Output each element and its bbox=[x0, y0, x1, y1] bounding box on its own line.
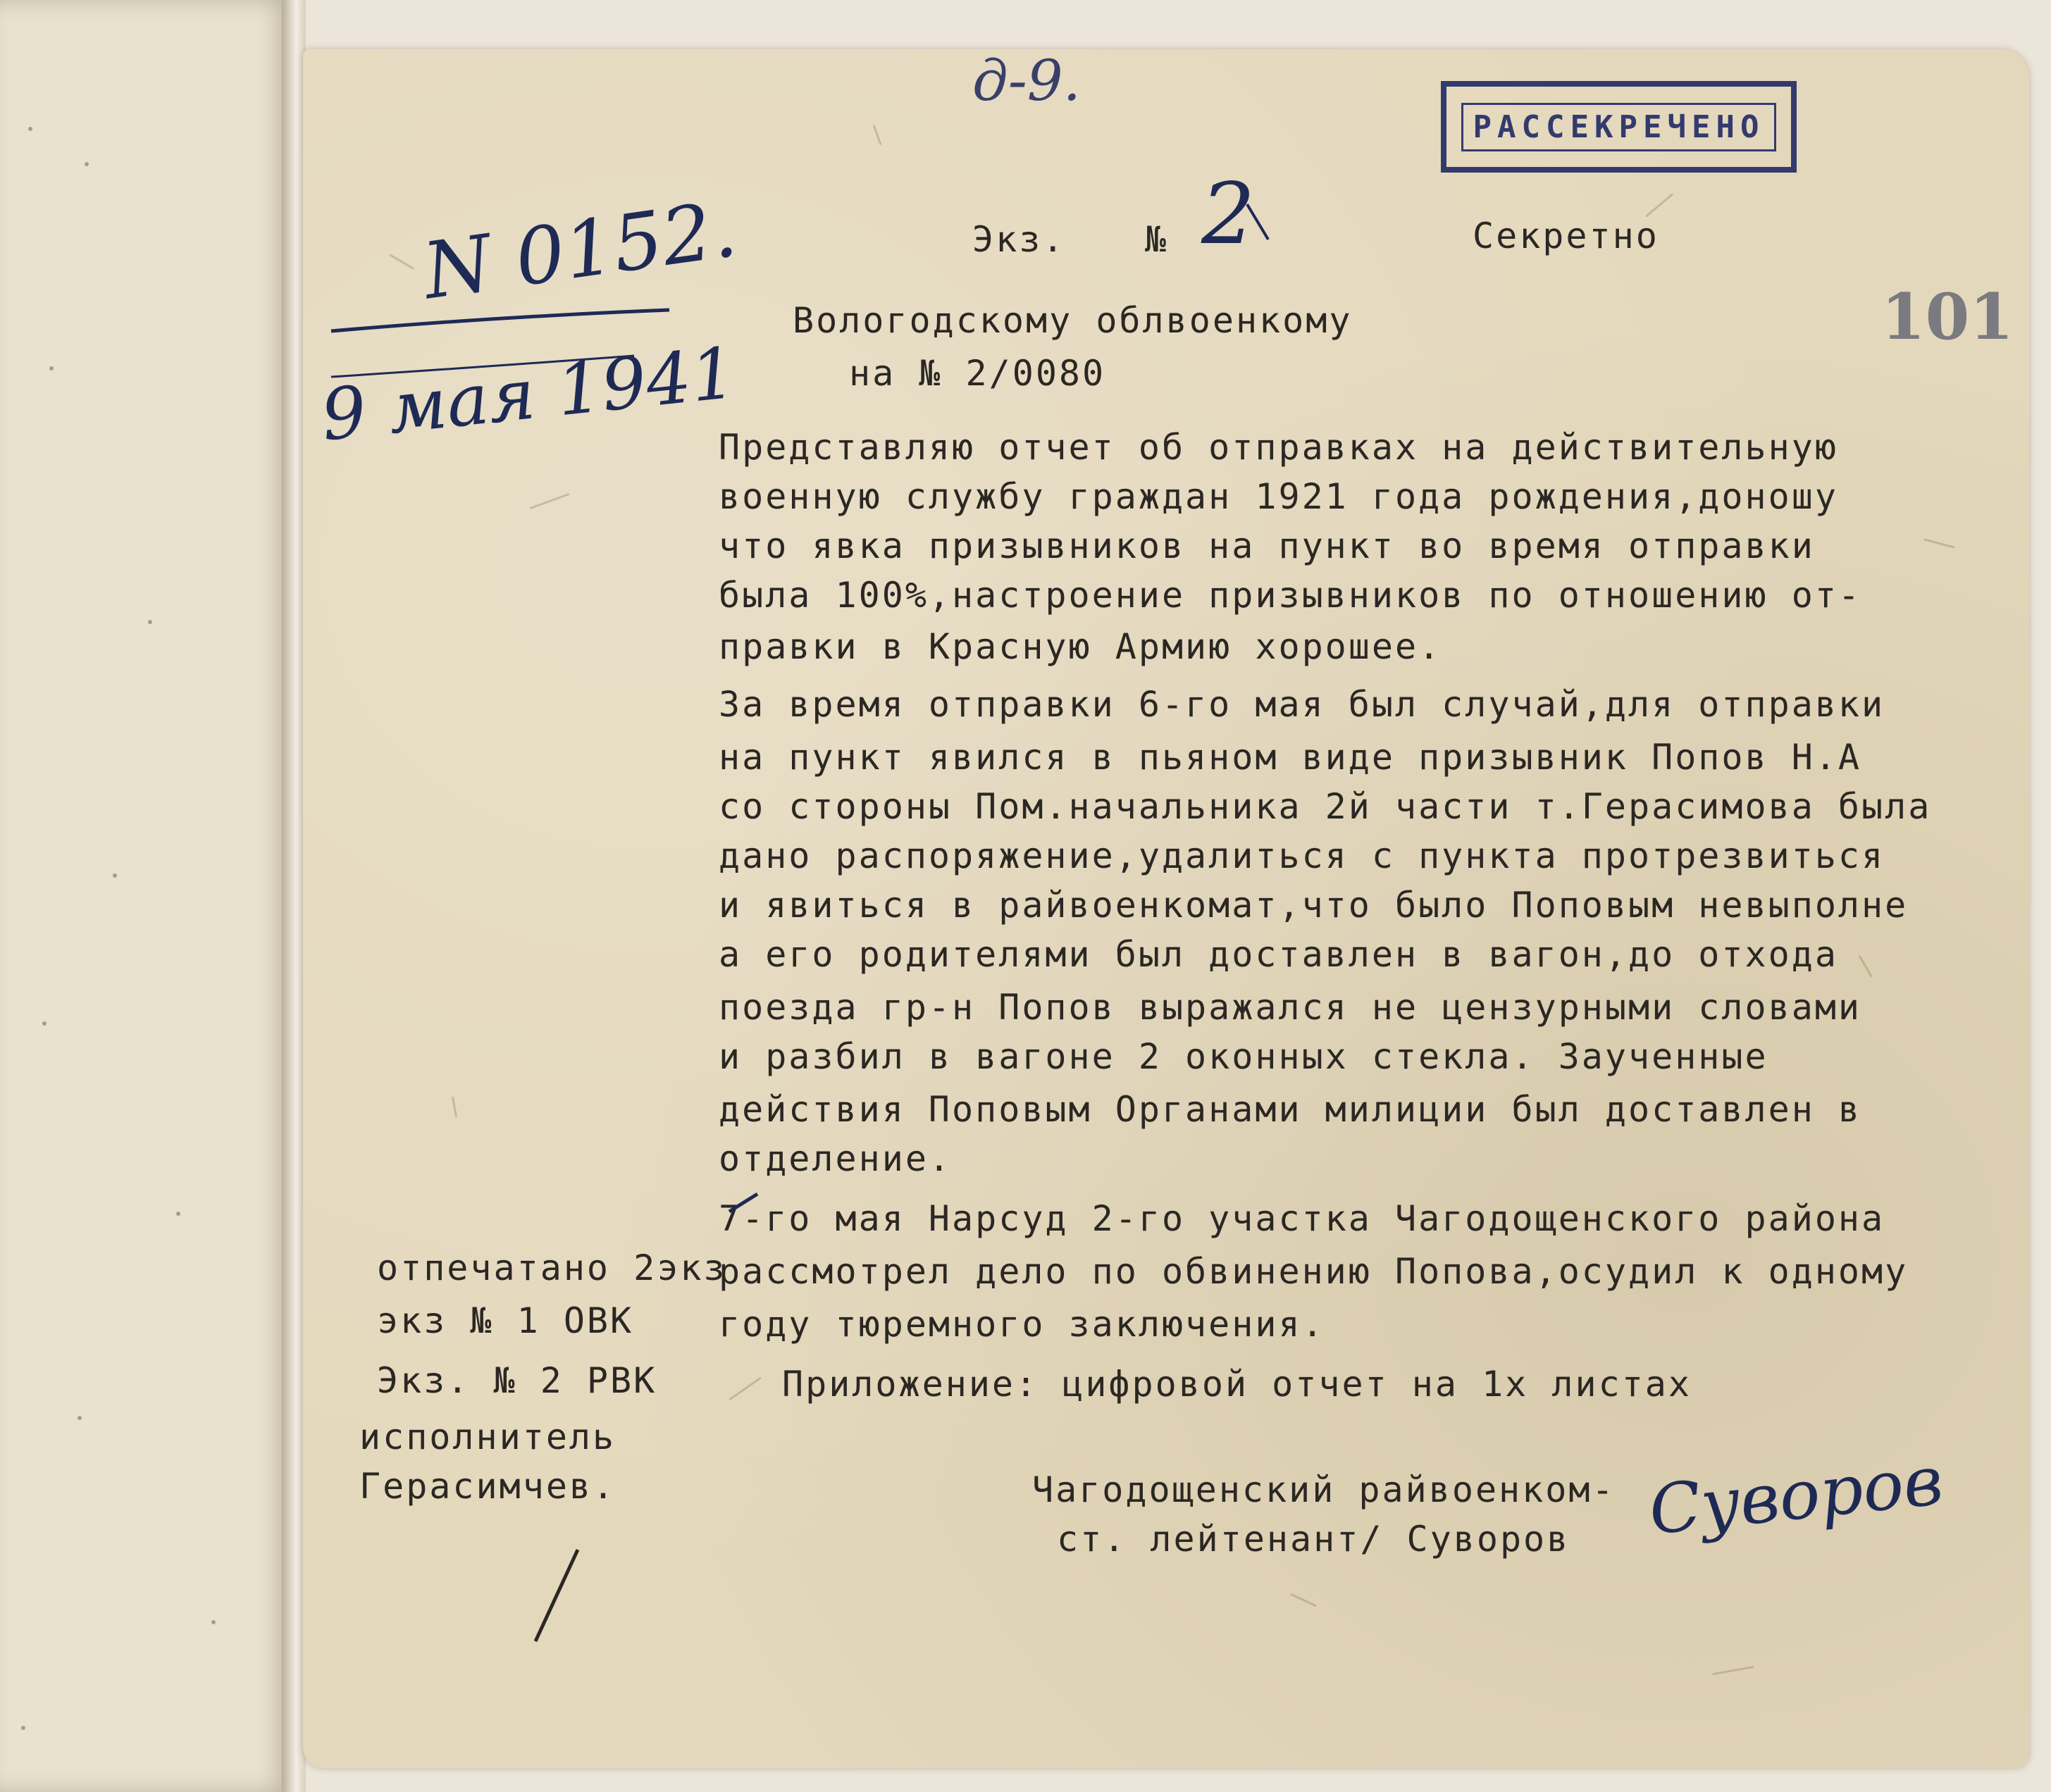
distribution-line: отпечатано 2экз bbox=[377, 1247, 727, 1288]
body-line: военную службу граждан 1921 года рождения,доношу bbox=[719, 476, 1838, 517]
stamp-text: РАССЕКРЕЧЕНО bbox=[1461, 103, 1777, 151]
margin-stroke bbox=[535, 1550, 578, 1641]
archive-page-number: 101 bbox=[1881, 280, 2014, 354]
body-line: 7-го мая Нарсуд 2-го участка Чагодощенского района bbox=[719, 1198, 1885, 1239]
body-line: что явка призывников на пункт во время отправки bbox=[719, 525, 1815, 566]
distribution-line: Экз. № 2 РВК bbox=[377, 1360, 657, 1401]
copy-number-stroke bbox=[1247, 204, 1268, 239]
body-line: а его родителями был доставлен в вагон,до отхода bbox=[719, 934, 1838, 975]
body-line: действия Поповым Органами милиции был доставлен в bbox=[719, 1089, 1862, 1130]
distribution-line: Герасимчев. bbox=[359, 1466, 616, 1507]
body-line: рассмотрел дело по обвинению Попова,осудил к одному bbox=[719, 1251, 1909, 1292]
body-line: отделение. bbox=[719, 1138, 953, 1179]
distribution-line: экз № 1 ОВК bbox=[377, 1300, 634, 1341]
registration-underline bbox=[331, 310, 669, 331]
copy-number-sign: № bbox=[1145, 219, 1169, 260]
body-line: поезда гр-н Попов выражался не цензурными словами bbox=[719, 987, 1862, 1028]
registration-number: N 0152. bbox=[418, 183, 742, 317]
body-line: правки в Красную Армию хорошее. bbox=[719, 626, 1442, 667]
body-line: была 100%,настроение призывников по отношению от- bbox=[719, 575, 1862, 616]
attachment-note: Приложение: цифровой отчет на 1х листах bbox=[782, 1364, 1692, 1405]
body-line: со стороны Пом.начальника 2й части т.Герасимова была bbox=[719, 786, 1932, 827]
correction-stroke bbox=[729, 1194, 757, 1212]
signature-title: Чагодощенский райвоенком- bbox=[1032, 1469, 1616, 1510]
body-line: дано распоряжение,удалиться с пункта протрезвиться bbox=[719, 835, 1885, 876]
body-line: За время отправки 6-го мая был случай,для отправки bbox=[719, 684, 1885, 725]
body-line: Представляю отчет об отправках на действительную bbox=[719, 427, 1838, 468]
body-line: году тюремного заключения. bbox=[719, 1304, 1325, 1345]
body-line: и разбил в вагоне 2 оконных стекла. Заученные bbox=[719, 1036, 1768, 1077]
date-guide-line bbox=[331, 356, 634, 377]
registration-date: 9 мая 1941 bbox=[317, 331, 740, 457]
addressee-line-1: Вологодскому облвоенкому bbox=[793, 300, 1353, 341]
copy-number-handwritten: 2 bbox=[1201, 166, 1256, 263]
handwritten-signature: Суворов bbox=[1645, 1441, 1947, 1550]
addressee-line-2: на № 2/0080 bbox=[849, 353, 1106, 394]
body-line: и явиться в райвоенкомат,что было Поповым невыполне bbox=[719, 885, 1909, 926]
body-line: на пункт явился в пьяном виде призывник Попов Н.А bbox=[719, 737, 1862, 778]
signature-name: ст. лейтенант/ Суворов bbox=[1057, 1519, 1570, 1560]
copy-label: Экз. bbox=[972, 219, 1066, 260]
distribution-line: исполнитель bbox=[359, 1417, 616, 1457]
archive-sheet-mark: д-9. bbox=[972, 48, 1082, 113]
classification-mark: Секретно bbox=[1473, 216, 1659, 256]
